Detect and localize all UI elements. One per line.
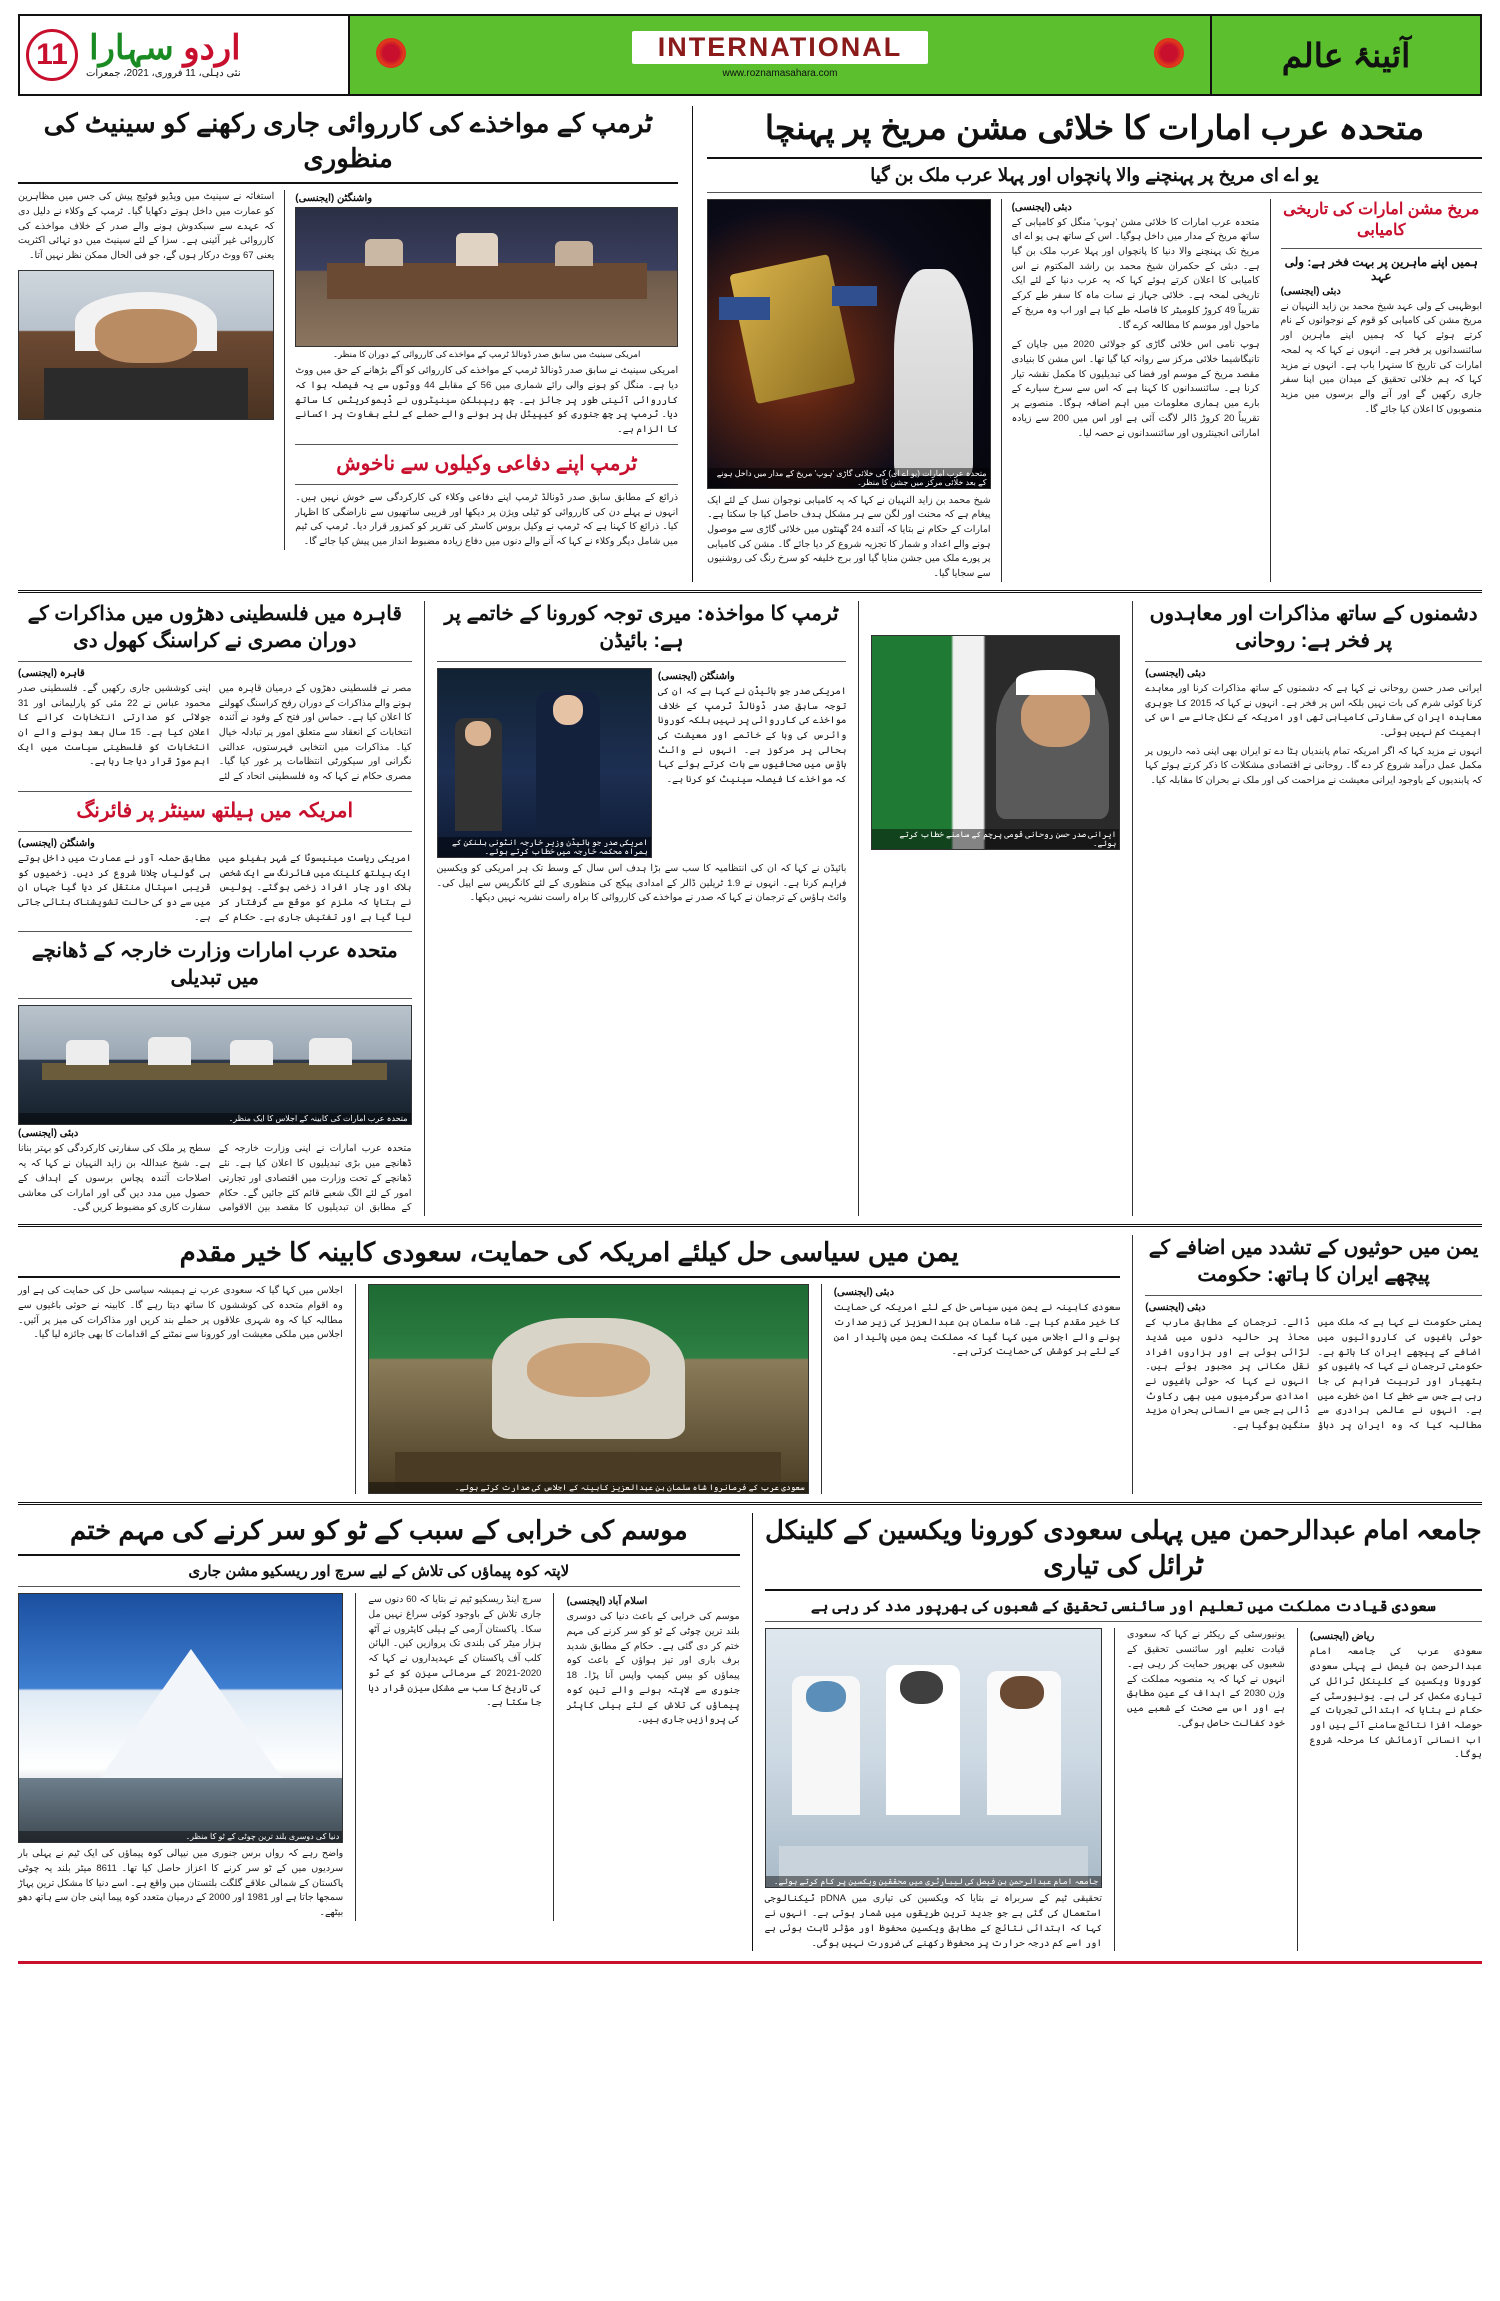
uae-cabinet-headline: متحدہ عرب امارات وزارت خارجہ کے ڈھانچے میں تبدیلی	[31, 940, 398, 990]
rouhani-headline: دشمنوں کے ساتھ مذاکرات اور معاہدوں پر فخر ہے: روحانی	[1149, 602, 1478, 652]
bottom-section	[18, 1513, 1482, 1951]
uae-mars-text-columns	[1012, 199, 1260, 582]
biden-body2: بائیڈن نے کہا کہ ان کی انتظامیہ کا سب سے بڑا ہدف اس سال کے وسط تک ہر امریکی کو ویکسین فراہم کرنا ہے۔ انہوں نے 1.9 ٹریلین ڈالر کے امدادی پیکج کی منظوری کے لئے کانگریس سے اپیل کی۔ وائٹ ہاؤس کے ترجمان نے کہا کہ صدر نے مواخذے کی کارروائی کا براہ راست نشریہ نہیں دیکھا۔	[436, 862, 847, 904]
cairo-body: مصر نے فلسطینی دھڑوں کے درمیان قاہرہ میں ہونے والے مذاکرات کے دوران رفح کراسنگ کھولنے کا اعلان کیا ہے۔ حماس اور فتح کے وفود نے آئندہ انتخابات کے انعقاد سے متعلق امور پر تبادلہ خیال کیا۔ مذاکرات میں انتخابی فہرستوں، عدالتی نگرانی اور سیکورٹی انتظامات پر غور کیا گیا۔ مصری حکام نے کہا کہ وہ فلسطینی اتحاد کے لئے اپنی کوششیں جاری رکھیں گے۔ فلسطینی صدر محمود عباس نے 22 مئی کو پارلیمانی اور 31 جولائی کو صدارتی انتخابات کرانے کا اعلان کیا ہے۔ 15 سال بعد ہونے والے ان انتخابات کو فلسطینی سیاست میں ایک اہم موڑ قرار دیا جا رہا ہے۔	[18, 682, 412, 783]
top-section	[18, 106, 1482, 582]
k2-body2: سرچ اینڈ ریسکیو ٹیم نے بتایا کہ 60 دنوں سے جاری تلاش کے باوجود کوئی سراغ نہیں مل سکا۔ پاکستان آرمی کے ہیلی کاپٹروں نے آٹھ ہزار میٹر کی بلندی تک پروازیں کیں۔ الپائن کلب آف پاکستان کے عہدیداروں نے کہا کہ 2020-2021 کے سرمائی سیزن کو کے ٹو کی تاریخ کا سب سے مشکل سیزن قرار دیا جا سکتا ہے۔	[368, 1594, 542, 1709]
yemen-saudi-photo	[368, 1284, 809, 1494]
vaccine-photo-caption: جامعہ امام عبدالرحمن بن فیصل کی لیبارٹری میں محققین ویکسین پر کام کرتے ہوئے۔	[766, 1876, 1101, 1887]
uae-mars-col2: ہوپ نامی اس خلائی گاڑی کو جولائی 2020 میں جاپان کے تانیگاشیما خلائی مرکز سے روانہ کیا گیا تھا۔ اس مشن کا بنیادی مقصد مریخ کے موسم اور فضا کی تبدیلیوں کا مکمل نقشہ تیار کرنا ہے۔ سائنسدانوں کا کہنا ہے کہ اس سے سرخ سیارے کے بارے میں ہماری معلومات میں اہم اضافہ ہوگا۔ منصوبے پر تقریباً 20 کروڑ ڈالر لاگت آئی ہے اور اس میں 200 سے زیادہ اماراتی انجینئروں اور سائنسدانوں نے حصہ لیا۔	[1011, 339, 1260, 439]
rouhani-photo	[871, 635, 1120, 850]
uae-cabinet-body: متحدہ عرب امارات نے اپنی وزارت خارجہ کے ڈھانچے میں بڑی تبدیلیوں کا اعلان کیا ہے۔ نئے ڈھانچے کے تحت وزارت میں اقتصادی اور تجارتی امور کے لئے الگ شعبے قائم کئے جائیں گے۔ حکام کے مطابق ان تبدیلیوں کا مقصد بین الاقوامی سطح پر ملک کی سفارتی کارکردگی کو بہتر بنانا ہے۔ شیخ عبداللہ بن زاید النہیان نے کہا کہ یہ اصلاحات آئندہ پچاس برسوں کے اہداف کے حصول میں مدد دیں گی اور امارات کی معاشی سفارت کاری کو مضبوط کریں گی۔	[18, 1143, 412, 1214]
uae-mars-photo-column	[707, 199, 990, 582]
trump-senate-secondary-column	[18, 190, 274, 549]
article-biden	[437, 601, 847, 1216]
k2-body3: واضح رہے کہ رواں برس جنوری میں نیپالی کوہ پیماؤں کی ایک ٹیم نے پہلی بار سردیوں میں کے ٹو سر کرنے کا اعزاز حاصل کیا تھا۔ 8611 میٹر بلند یہ چوٹی پاکستان کے شمالی علاقے گلگت بلتستان میں واقع ہے۔ اسے دنیا کا مشکل ترین پہاڑ سمجھا جاتا ہے اور 1981 اور 2000 کے درمیان متعدد کوہ پیما اپنی جان سے ہاتھ دھو بیٹھے۔	[18, 1848, 344, 1919]
biden-photo-caption: امریکی صدر جو بائیڈن وزیر خارجہ انٹونی بلنکن کے ہمراہ محکمہ خارجہ میں خطاب کرتے ہوئے۔	[438, 837, 651, 857]
masthead	[18, 14, 1482, 96]
issue-date: نئی دہلی، 11 فروری، 2021، جمعرات	[86, 68, 241, 79]
k2-photo-column	[18, 1593, 343, 1921]
article-k2	[18, 1513, 740, 1951]
article-yemen-saudi	[18, 1235, 1120, 1494]
section-title: INTERNATIONAL	[632, 31, 928, 64]
article-rouhani	[1145, 601, 1482, 1216]
yemen-saudi-byline: دبئی (ایجنسی)	[833, 1287, 895, 1299]
rouhani-photo-column	[871, 601, 1120, 1216]
biden-photo	[437, 668, 652, 858]
rouhani-body1: ایرانی صدر حسن روحانی نے کہا ہے کہ دشمنوں کے ساتھ مذاکرات کرنا اور معاہدے کرنا کوئی شرم کی بات نہیں بلکہ اس پر فخر ہے۔ انہوں نے کہا کہ 2015 کا جوہری معاہدہ ایران کی سفارتی کامیابی تھی اور امریکہ کے نکل جانے سے اس کی اہمیت کم نہیں ہوئی۔	[1145, 682, 1482, 739]
rouhani-photo-caption: ایرانی صدر حسن روحانی قومی پرچم کے سامنے خطاب کرتے ہوئے۔	[872, 829, 1119, 849]
paper-logo-accent: اردو	[183, 29, 241, 67]
masthead-left	[20, 16, 350, 94]
vaccine-byline: ریاض (ایجنسی)	[1309, 1631, 1375, 1643]
biden-headline: ٹرمپ کا مواخذہ: میری توجہ کورونا کے خاتمے پر ہے: بائیڈن	[444, 602, 839, 652]
vaccine-headline: جامعہ امام عبدالرحمن میں پہلی سعودی کورونا ویکسین کے کلینکل ٹرائل کی تیاری	[764, 1515, 1482, 1581]
page-body	[18, 106, 1482, 1964]
trump-senate-headline: ٹرمپ کے مواخذے کی کارروائی جاری رکھنے کو سینیٹ کی منظوری	[43, 108, 653, 174]
vaccine-photo	[765, 1628, 1102, 1888]
uae-mars-sidebar-byline: دبئی (ایجنسی)	[1280, 285, 1341, 297]
article-trump-senate	[18, 106, 678, 582]
paper-logo	[89, 31, 241, 65]
yemen-houthi-body: یمنی حکومت نے کہا ہے کہ ملک میں حوثی باغیوں کی کارروائیوں میں اضافے کے پیچھے ایران کا ہاتھ ہے۔ حکومتی ترجمان نے کہا کہ باغیوں کو ہتھیار اور تربیت فراہم کی جا رہی ہے جس سے خطے کا امن خطرے میں ہے۔ انہوں نے عالمی برادری سے مطالبہ کیا کہ وہ ایران پر دباؤ ڈالے۔ ترجمان کے مطابق مارب کے محاذ پر حالیہ دنوں میں شدید لڑائی ہوئی ہے اور ہزاروں افراد نقل مکانی پر مجبور ہوئے ہیں۔ انہوں نے کہا کہ حوثی باغیوں نے امدادی سرگرمیوں میں بھی رکاوٹ ڈالی ہے جس سے انسانی بحران مزید سنگین ہوگیا ہے۔	[1145, 1317, 1482, 1432]
k2-col1	[566, 1593, 739, 1921]
cairo-headline: قاہرہ میں فلسطینی دھڑوں میں مذاکرات کے دوران مصری نے کراسنگ کھول دی	[27, 602, 402, 652]
uae-mars-sidebar-subhead: ہمیں اپنے ماہرین پر بہت فخر ہے: ولی عہد	[1284, 254, 1478, 283]
trump-senate-photo	[295, 207, 678, 347]
trump-senate-byline: واشنگٹن (ایجنسی)	[295, 193, 373, 205]
k2-photo	[18, 1593, 343, 1843]
k2-photo-caption: دنیا کی دوسری بلند ترین چوٹی کے ٹو کا منظر۔	[19, 1831, 342, 1842]
article-cairo	[18, 601, 412, 785]
rouhani-byline: دبئی (ایجنسی)	[1145, 667, 1206, 679]
masthead-right	[1210, 16, 1480, 94]
rouhani-body2: انہوں نے مزید کہا کہ اگر امریکہ تمام پابندیاں ہٹا دے تو ایران بھی اپنی ذمہ داریوں پر مکمل عمل درآمد شروع کر دے گا۔ روحانی نے اقتصادی مشکلات کا ذکر کرتے ہوئے کہا کہ پابندیوں کے باوجود ایرانی معیشت نے مزاحمت کی اور ملک نے بحران کا مقابلہ کیا۔	[1145, 745, 1482, 787]
k2-col2	[368, 1593, 541, 1921]
biden-body1: امریکی صدر جو بائیڈن نے کہا ہے کہ ان کی توجہ سابق صدر ڈونالڈ ٹرمپ کے خلاف مواخذے کی کارروائی پر نہیں بلکہ کورونا وائرس کی وبا کے خاتمے اور معیشت کی بحالی پر مرکوز ہے۔ انہوں نے وائٹ ہاؤس میں صحافیوں سے بات کرتے ہوئے کہا کہ مواخذے کا فیصلہ سینیٹ کو کرنا ہے۔	[657, 685, 847, 786]
uae-mars-sidebar-headline: مریخ مشن امارات کی تاریخی کامیابی	[1283, 200, 1480, 240]
trump-lawyers-headline: ٹرمپ اپنے دفاعی وکیلوں سے ناخوش	[336, 452, 638, 475]
trump-lawyers-body: ذرائع کے مطابق سابق صدر ڈونالڈ ٹرمپ اپنے دفاعی وکلاء کی کارکردگی سے خوش نہیں ہیں۔ انہوں نے پہلے دن کی کارروائی کو ٹیلی ویژن پر دیکھا اور قریبی ساتھیوں سے ناراضگی کا اظہار کیا۔ ذرائع کا کہنا ہے کہ ٹرمپ نے وکیل بروس کاسٹر کی تقریر کو کمزور قرار دیا۔ ٹرمپ کی ٹیم میں شامل دیگر وکلاء نے کہا کہ آنے والے دنوں میں دفاع زیادہ مضبوط انداز میں پیش کیا جائے گا۔	[295, 491, 679, 547]
uae-cabinet-photo-caption: متحدہ عرب امارات کی کابینہ کے اجلاس کا ایک منظر۔	[19, 1113, 411, 1124]
k2-subhead: لاپتہ کوہ پیماؤں کی تلاش کے لیے سرچ اور ریسکیو مشن جاری	[188, 1563, 570, 1581]
yemen-houthi-headline: یمن میں حوثیوں کے تشدد میں اضافے کے پیچھے ایران کا ہاتھ: حکومت	[1148, 1237, 1479, 1287]
vaccine-body3: تحقیقی ٹیم کے سربراہ نے بتایا کہ ویکسین کی تیاری میں pDNA ٹیکنالوجی استعمال کی گئی ہے جو جدید ترین طریقوں میں شمار ہوتی ہے۔ انہوں نے کہا کہ ابتدائی نتائج کے مطابق ویکسین محفوظ اور مؤثر ثابت ہوئی ہے اور اسے کم درجہ حرارت پر محفوظ رکھنے کی ضرورت نہیں ہوگی۔	[764, 1893, 1103, 1949]
uae-cabinet-byline: دبئی (ایجنسی)	[18, 1128, 79, 1140]
biden-photo-column	[437, 668, 652, 858]
us-health-headline: امریکہ میں ہیلتھ سینٹر پر فائرنگ	[76, 799, 354, 822]
trump-senate-photo-caption: امریکی سینیٹ میں سابق صدر ڈونالڈ ٹرمپ کے مواخذے کی کارروائی کے دوران کا منظر۔	[333, 349, 641, 360]
biden-text-column	[658, 668, 847, 858]
vaccine-body1: سعودی عرب کی جامعہ امام عبدالرحمن بن فیصل نے پہلی سعودی کورونا ویکسین کے کلینکل ٹرائل کی تیاری مکمل کر لی ہے۔ یونیورسٹی کے حکام نے بتایا کہ ابتدائی تجربات کے حوصلہ افزا نتائج سامنے آئے ہیں اور اب انسانی آزمائش کا مرحلہ شروع ہوگا۔	[1309, 1646, 1482, 1761]
page-number: 11	[26, 29, 78, 81]
yemen-saudi-photo-column	[368, 1284, 809, 1494]
trump-senate-photo-column	[295, 190, 678, 549]
yemen-saudi-col1	[834, 1284, 1121, 1494]
uae-cabinet-photo	[18, 1005, 412, 1125]
k2-byline: اسلام آباد (ایجنسی)	[566, 1596, 648, 1608]
article-us-health	[18, 798, 412, 926]
uae-mars-photo-caption: متحدہ عرب امارات (یو اے ای) کی خلائی گاڑی 'ہوپ' مریخ کے مدار میں داخل ہونے کے بعد خلائی مرکز میں جشن کا منظر۔	[708, 468, 989, 488]
yemen-saudi-body1: سعودی کابینہ نے یمن میں سیاسی حل کے لئے امریکہ کی حمایت کا خیر مقدم کیا ہے۔ شاہ سلمان بن عبدالعزیز کی زیر صدارت ہونے والے اجلاس میں کہا گیا کہ مملکت یمن میں پائیدار امن کے لئے ہر کوشش کی حمایت کرتی ہے۔	[833, 1302, 1121, 1358]
paper-logo-text: سہارا	[89, 29, 174, 67]
vaccine-col1	[1310, 1628, 1482, 1951]
us-health-body: امریکی ریاست مینیسوٹا کے شہر بفیلو میں ایک ہیلتھ کلینک میں فائرنگ سے ایک شخص ہلاک اور چار افراد زخمی ہوگئے۔ پولیس نے بتایا کہ ملزم کو موقع سے گرفتار کر لیا گیا ہے اور تفتیش جاری ہے۔ حکام کے مطابق حملہ آور نے عمارت میں داخل ہوتے ہی گولیاں چلانا شروع کر دیں۔ زخمیوں کو قریبی اسپتال منتقل کر دیا گیا جہاں ان میں سے دو کی حالت تشویشناک بتائی جاتی ہے۔	[18, 852, 412, 923]
website-url[interactable]: www.roznamasahara.com	[722, 68, 838, 79]
uae-mars-headline: متحدہ عرب امارات کا خلائی مشن مریخ پر پہنچا	[764, 109, 1425, 146]
yemen-saudi-col2	[18, 1284, 343, 1494]
k2-headline: موسم کی خرابی کے سبب کے ٹو کو سر کرنے کی مہم ختم	[69, 1515, 688, 1546]
article-yemen-houthi	[1145, 1235, 1482, 1494]
yemen-saudi-headline: یمن میں سیاسی حل کیلئے امریکہ کی حمایت، سعودی کابینہ کا خیر مقدم	[179, 1237, 959, 1268]
vaccine-subhead: سعودی قیادت مملکت میں تعلیم اور سائنسی تحقیق کے شعبوں کی بھرپور مدد کر رہی ہے	[810, 1598, 1436, 1616]
logo-block	[86, 31, 241, 79]
uae-mars-subhead: یو اے ای مریخ پر پہنچنے والا پانچواں اور پہلا عرب ملک بن گیا	[870, 164, 1319, 185]
uae-mars-col3: شیخ محمد بن زاید النہیان نے کہا کہ یہ کامیابی نوجوان نسل کے لئے ایک پیغام ہے کہ محنت اور لگن سے ہر مشکل ہدف حاصل کیا جا سکتا ہے۔ امارات کے حکام نے بتایا کہ آئندہ 24 گھنٹوں میں خلائی گاڑی سے موصول ہونے والے اعداد و شمار کا تجزیہ شروع کر دیا جائے گا۔ مشن کی کامیابی پر پورے ملک میں جشن منایا گیا اور برج خلیفہ کو سرخ رنگ کی روشنیوں سے سجایا گیا۔	[707, 494, 991, 580]
k2-body1: موسم کی خرابی کے باعث دنیا کی دوسری بلند ترین چوٹی کے ٹو کو سر کرنے کی مہم ختم کر دی گئی ہے۔ حکام کے مطابق شدید برف باری اور تیز ہواؤں کے باعث کوہ پیماؤں کو بیس کیمپ واپس آنا پڑا۔ 18 جنوری سے لاپتہ ہونے والے تین کوہ پیماؤں کی تلاش کے لئے ہیلی کاپٹر کی پروازیں جاری ہیں۔	[566, 1611, 740, 1726]
article-uae-cabinet	[18, 938, 412, 1216]
trump-senate-body2: استغاثہ نے سینیٹ میں ویڈیو فوٹیج پیش کی جس میں مظاہرین کو عمارت میں داخل ہوتے دکھایا گیا۔ ٹرمپ کے وکلاء نے دلیل دی کہ عہدے سے سبکدوش ہونے والے صدر کے خلاف مواخذے کی کارروائی غیر آئینی ہے۔ سزا کے لئے سینیٹ میں دو تہائی اکثریت یعنی 67 ووٹ درکار ہوں گے، جو فی الحال ممکن نظر نہیں آتا۔	[18, 191, 275, 262]
vaccine-col2	[1127, 1628, 1285, 1951]
vaccine-photo-column	[765, 1628, 1102, 1951]
masthead-center	[350, 16, 1210, 94]
biden-byline: واشنگٹن (ایجنسی)	[657, 670, 735, 682]
cairo-byline: قاہرہ (ایجنسی)	[18, 667, 85, 679]
article-vaccine-trial	[765, 1513, 1482, 1951]
footer-rule	[18, 1961, 1482, 1964]
starburst-left-icon	[376, 38, 406, 68]
yemen-houthi-byline: دبئی (ایجنسی)	[1145, 1302, 1206, 1314]
section-title-urdu: آئینۂ عالم	[1281, 36, 1411, 74]
starburst-right-icon	[1154, 38, 1184, 68]
uae-mars-col1: متحدہ عرب امارات کا خلائی مشن 'ہوپ' منگل کو کامیابی کے ساتھ مریخ کے مدار میں داخل ہوگیا۔ اس کے ساتھ ہی یو اے ای مریخ تک پہنچنے والا دنیا کا پانچواں اور پہلا عرب ملک بن گیا ہے۔ دبئی کے حکمران شیخ محمد بن راشد المکتوم نے اس کامیابی کا اعلان کرتے ہوئے کہا کہ یہ عرب دنیا کے لئے ایک تاریخی لمحہ ہے۔ خلائی جہاز نے سات ماہ کا سفر طے کرکے تقریباً 49 کروڑ کلومیٹر کا فاصلہ طے کیا ہے اور اب وہ مریخ کے ماحول اور موسم کا مطالعہ کرے گا۔	[1011, 216, 1260, 331]
uae-leader-portrait	[18, 270, 274, 420]
uae-mars-photo	[707, 199, 990, 489]
uae-mars-byline: دبئی (ایجنسی)	[1011, 201, 1072, 213]
trump-senate-body1: امریکی سینیٹ نے سابق صدر ڈونالڈ ٹرمپ کے مواخذے کی کارروائی کو آگے بڑھانے کے حق میں ووٹ دیا ہے۔ منگل کو ہونے والی رائے شماری میں 56 کے مقابلے 44 ووٹوں سے یہ فیصلہ ہوا کہ کارروائی آئینی طور پر جائز ہے۔ چھ ریپبلکن سینیٹروں نے ڈیموکریٹس کا ساتھ دیا۔ ٹرمپ پر چھ جنوری کو کیپیٹل ہل پر ہونے والے حملے کے لئے بغاوت پر اکسانے کا الزام ہے۔	[295, 365, 679, 436]
middle-section	[18, 601, 1482, 1216]
yemen-saudi-body2: اجلاس میں کہا گیا کہ سعودی عرب نے ہمیشہ سیاسی حل کی حمایت کی ہے اور وہ اقوام متحدہ کی کوششوں کا ساتھ دیتا رہے گا۔ کابینہ نے حوثی باغیوں سے مطالبہ کیا کہ وہ شہری علاقوں پر حملے بند کریں اور مذاکرات کی میز پر آئیں۔ اجلاس میں ملکی معیشت اور کورونا سے نمٹنے کے اقدامات کا بھی جائزہ لیا گیا۔	[18, 1285, 343, 1341]
article-uae-mars	[707, 106, 1482, 582]
vaccine-body2: یونیورسٹی کے ریکٹر نے کہا کہ سعودی قیادت تعلیم اور سائنسی تحقیق کے شعبوں کی بھرپور حمایت کر رہی ہے۔ انہوں نے کہا کہ یہ منصوبہ مملکت کے وژن 2030 کے اہداف کے عین مطابق ہے اور اس سے صحت کے شعبے میں خود کفالت حاصل ہوگی۔	[1127, 1629, 1285, 1729]
uae-mars-sidebar-body: ابوظہبی کے ولی عہد شیخ محمد بن زاید النہیان نے مریخ مشن کی کامیابی کو قوم کے نوجوانوں کے نام کرتے ہوئے کہا کہ ہمیں اپنے ماہرین اور سائنسدانوں پر فخر ہے۔ انہوں نے کہا کہ یہ لمحہ امارات کی تاریخ کا سنہرا باب ہے۔ انہوں نے مزید کہا کہ ہم خلائی تحقیق کے میدان میں اپنا سفر جاری رکھیں گے اور آنے والے برسوں میں مزید منصوبوں کا اعلان کیا جائے گا۔	[1280, 300, 1482, 415]
uae-mars-sidebar	[1281, 199, 1482, 582]
yemen-saudi-photo-caption: سعودی عرب کے فرمانروا شاہ سلمان بن عبدالعزیز کابینہ کے اجلاس کی صدارت کرتے ہوئے۔	[369, 1482, 808, 1493]
left-stack	[18, 601, 412, 1216]
us-health-byline: واشنگٹن (ایجنسی)	[18, 837, 95, 849]
third-section	[18, 1235, 1482, 1494]
